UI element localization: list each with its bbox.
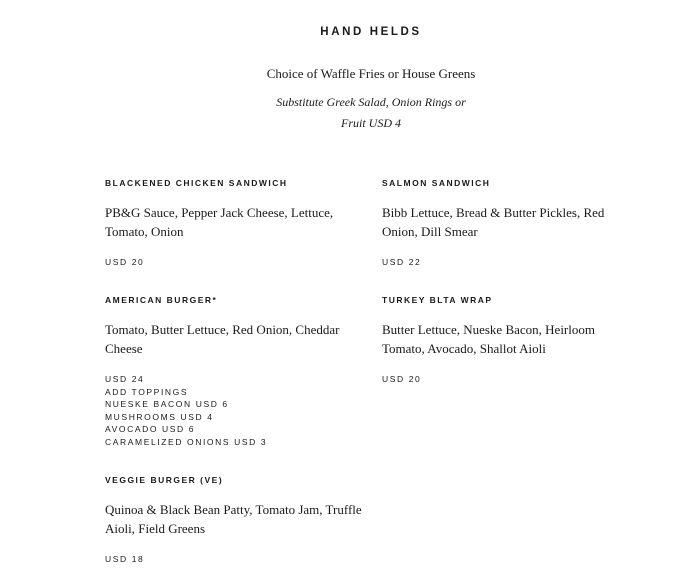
item-description: PB&G Sauce, Pepper Jack Cheese, Lettuce, Tomato, Onion [105,205,334,239]
menu-item-turkey-blta-wrap [382,294,617,386]
item-price: USD 20 [382,374,422,384]
topping-option: CARAMELIZED ONIONS USD 3 [105,436,268,447]
item-description: Tomato, Butter Lettuce, Red Onion, Cheddar Cheese [105,322,340,356]
item-name: TURKEY BLTA WRAP [382,295,493,305]
substitute-note-line-1: Substitute Greek Salad, Onion Rings or [276,95,466,109]
topping-option: NUESKE BACON USD 6 [105,399,229,410]
menu-item-veggie-burger [105,474,370,566]
item-description: Butter Lettuce, Nueske Bacon, Heirloom Tomato, Avocado, Shallot Aioli [382,322,595,356]
item-price: USD 22 [382,257,422,267]
item-description: Bibb Lettuce, Bread & Butter Pickles, Red Onion, Dill Smear [382,205,605,239]
menu-item-blackened-chicken-sandwich [105,177,370,269]
substitute-note-line-2: Fruit USD 4 [341,116,401,130]
item-description: Quinoa & Black Bean Patty, Tomato Jam, Truffle Aioli, Field Greens [105,502,362,536]
item-name: BLACKENED CHICKEN SANDWICH [105,178,288,188]
item-price: USD 18 [105,554,145,564]
section-title: HAND HELDS [320,26,422,38]
item-price: USD 20 [105,257,145,267]
sides-choice-text: Choice of Waffle Fries or House Greens [266,66,476,81]
topping-option: AVOCADO USD 6 [105,424,196,435]
substitute-note [271,92,471,134]
item-name: VEGGIE BURGER (VE) [105,475,224,485]
item-name: AMERICAN BURGER* [105,295,218,305]
item-name: SALMON SANDWICH [382,178,491,188]
item-price: USD 24 [105,374,145,384]
add-toppings-heading: ADD TOPPINGS [105,386,189,397]
menu-item-salmon-sandwich [382,177,617,269]
menu-item-american-burger [105,294,370,449]
topping-option: MUSHROOMS USD 4 [105,411,214,422]
